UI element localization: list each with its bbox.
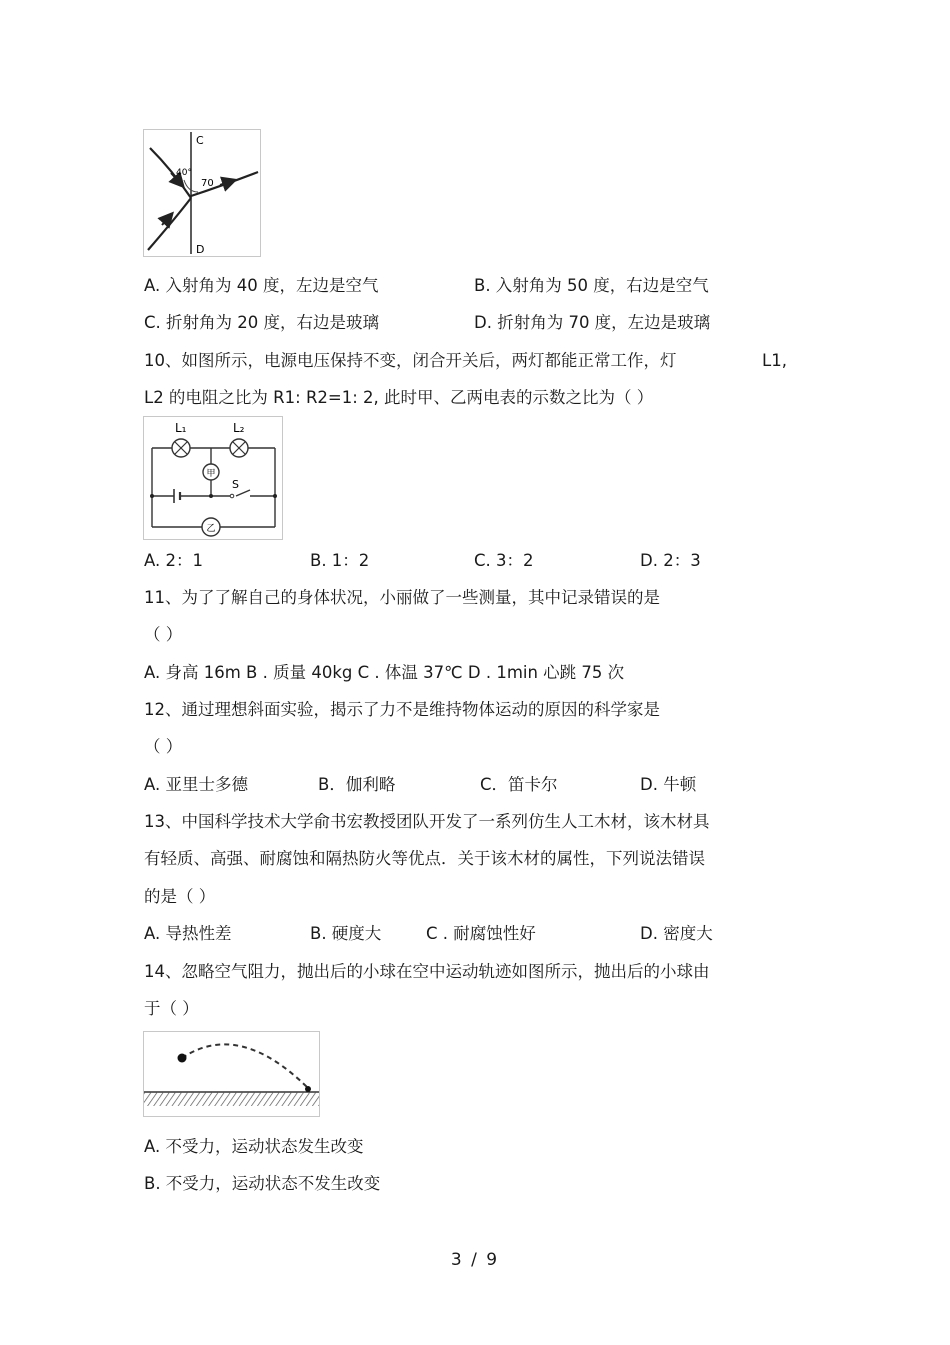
page-number: 3 / 9	[450, 1250, 500, 1270]
projectile-figure	[143, 1031, 320, 1117]
incident-ray-lower	[148, 198, 191, 250]
q14-stem-line1: 14、忽略空气阻力，抛出后的小球在空中运动轨迹如图所示，抛出后的小球由	[144, 962, 710, 981]
lamp-l2	[230, 439, 248, 457]
meter-yi-label: 乙	[206, 524, 216, 534]
switch-label: S	[232, 478, 239, 491]
q9-option-a: A. 入射角为 40 度，左边是空气	[144, 276, 379, 295]
label-c: C	[196, 134, 204, 147]
q13-option-d: D. 密度大	[640, 924, 713, 943]
q10-stem-line1: 10、如图所示，电源电压保持不变，闭合开关后，两灯都能正常工作，灯	[144, 351, 677, 370]
label-d: D	[196, 243, 205, 256]
q11-options: A. 身高 16m B . 质量 40kg C . 体温 37℃ D . 1min 心跳 75 次	[144, 663, 625, 682]
trajectory-path	[182, 1044, 308, 1088]
q9-option-d: D. 折射角为 70 度，左边是玻璃	[474, 313, 711, 332]
q14-stem-line2: 于（ ）	[144, 999, 199, 1018]
q12-option-d: D. 牛顿	[640, 775, 697, 794]
q13-option-a: A. 导热性差	[144, 924, 232, 943]
junction-dot-left	[150, 494, 154, 498]
q13-stem-line2: 有轻质、高强、耐腐蚀和隔热防火等优点．关于该木材的属性，下列说法错误	[144, 849, 705, 868]
incident-arrow	[162, 216, 170, 225]
projectile-diagram	[144, 1032, 319, 1116]
junction-dot-mid	[209, 494, 213, 498]
q10-option-a: A. 2：1	[144, 551, 203, 570]
angle-label-70: 70	[201, 178, 214, 189]
meter-jia-label: 甲	[206, 469, 216, 479]
q9-option-b: B. 入射角为 50 度，右边是空气	[474, 276, 709, 295]
q11-stem-line1: 11、为了了解自己的身体状况，小丽做了一些测量，其中记录错误的是	[144, 588, 660, 607]
q13-option-b: B. 硬度大	[310, 924, 382, 943]
switch-contact	[230, 494, 234, 498]
angle-label-40: 40°	[176, 168, 192, 178]
q12-option-b: B．伽利略	[318, 775, 396, 794]
q10-option-c: C. 3：2	[474, 551, 534, 570]
q13-stem-line3: 的是（ ）	[144, 887, 216, 906]
ground-hatch	[144, 1092, 319, 1106]
circuit-figure	[143, 416, 283, 540]
lamp-l2-label: L₂	[233, 421, 245, 435]
q12-option-a: A. 亚里士多德	[144, 775, 248, 794]
q12-stem-line1: 12、通过理想斜面实验，揭示了力不是维持物体运动的原因的科学家是	[144, 700, 660, 719]
ball-start	[178, 1054, 187, 1063]
circuit-diagram	[144, 417, 282, 539]
q13-option-c: C . 耐腐蚀性好	[426, 924, 536, 943]
ball-end	[305, 1086, 311, 1092]
junction-dot-right	[273, 494, 277, 498]
refraction-figure	[143, 129, 261, 257]
q10-stem-line2: L2 的电阻之比为 R1: R2=1: 2, 此时甲、乙两电表的示数之比为（ ）	[144, 388, 654, 407]
q10-option-b: B. 1：2	[310, 551, 370, 570]
lamp-l1-label: L₁	[175, 421, 187, 435]
q13-stem-line1: 13、中国科学技术大学俞书宏教授团队开发了一系列仿生人工木材，该木材具	[144, 812, 710, 831]
q10-option-d: D. 2：3	[640, 551, 701, 570]
q11-stem-line2: （ ）	[144, 625, 183, 644]
q12-stem-line2: （ ）	[144, 737, 183, 756]
refraction-diagram	[144, 130, 260, 256]
q14-option-b: B. 不受力，运动状态不发生改变	[144, 1174, 381, 1193]
q9-option-c: C. 折射角为 20 度，右边是玻璃	[144, 313, 379, 332]
lamp-l1	[172, 439, 190, 457]
q14-option-a: A. 不受力，运动状态发生改变	[144, 1137, 364, 1156]
q12-option-c: C．笛卡尔	[480, 775, 558, 794]
q10-stem-line1-tail: L1,	[762, 351, 787, 370]
